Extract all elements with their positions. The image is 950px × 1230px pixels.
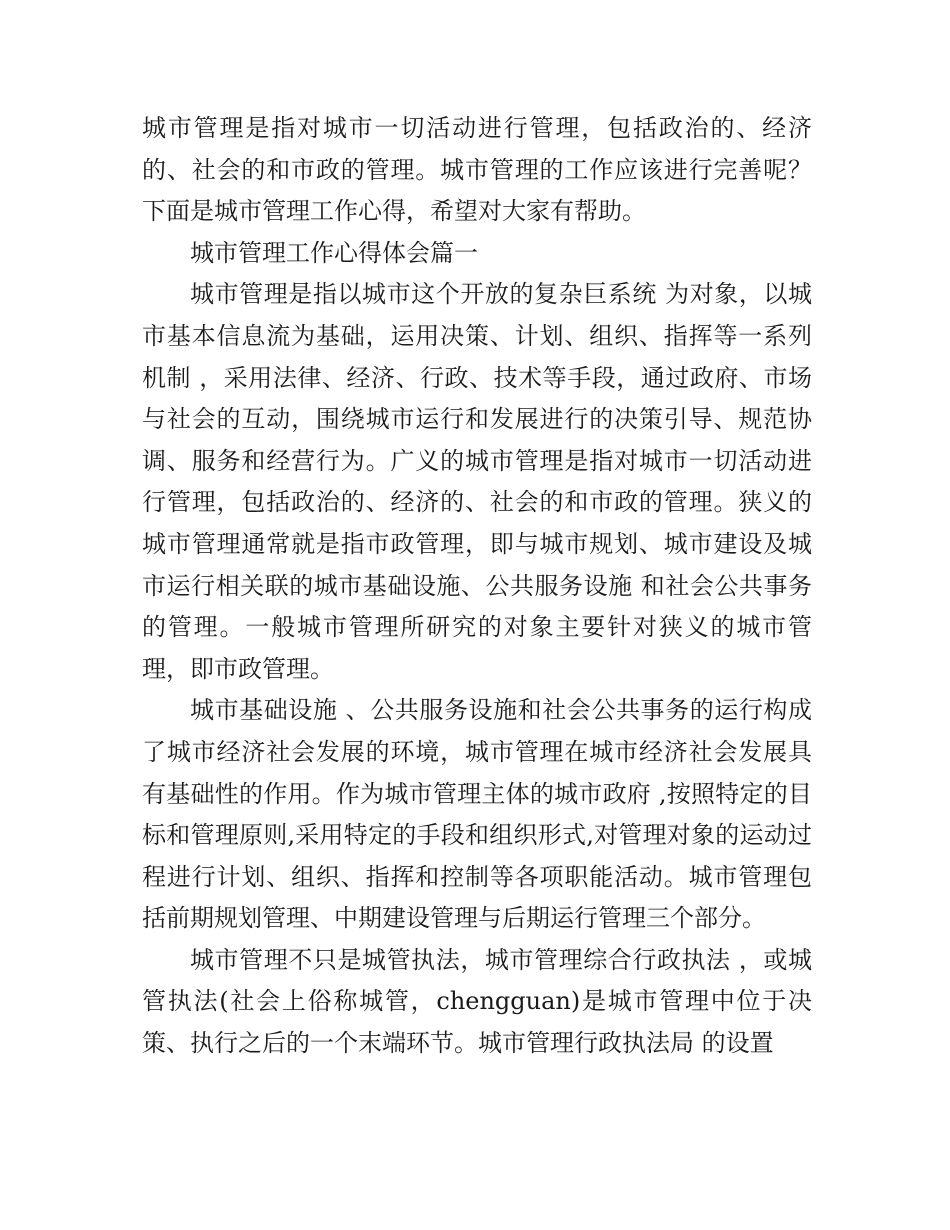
document-page (142, 108, 812, 1065)
body-paragraph-2: 城市基础设施 、公共服务设施和社会公共事务的运行构成了城市经济社会发展的环境，城市管理在城市经济社会发展具有基础性的作用。作为城市管理主体的城市政府 ,按照特定的目标和管理原则,采用特定的手段和组织形式,对管理对象的运动过程进行计划、组织、指挥和控制等各项职能活动。城市管理包括前期规划管理、中期建设管理与后期运行管理三个部分。 (142, 696, 812, 933)
intro-paragraph: 城市管理是指对城市一切活动进行管理，包括政治的、经济的、社会的和市政的管理。城市管理的工作应该进行完善呢？下面是城市管理工作心得，希望对大家有帮助。 (142, 114, 812, 226)
body-paragraph-1: 城市管理是指以城市这个开放的复杂巨系统 为对象，以城市基本信息流为基础，运用决策、计划、组织、指挥等一系列机制 ，采用法律、经济、行政、技术等手段，通过政府、市场与社会的互动，围绕城市运行和发展进行的决策引导、规范协调、服务和经营行为。广义的城市管理是指对城市一切活动进行管理，包括政治的、经济的、社会的和市政的管理。狭义的城市管理通常就是指市政管理，即与城市规划、城市建设及城市运行相关联的城市基础设施、公共服务设施 和社会公共事务的管理。一般城市管理所研究的对象主要针对狭义的城市管理，即市政管理。 (142, 280, 812, 683)
body-paragraph-3: 城市管理不只是城管执法，城市管理综合行政执法 ，或城管执法(社会上俗称城管，chengguan)是城市管理中位于决策、执行之后的一个末端环节。城市管理行政执法局 的设置 (142, 945, 812, 1058)
section-heading: 城市管理工作心得体会篇一 (190, 238, 478, 267)
